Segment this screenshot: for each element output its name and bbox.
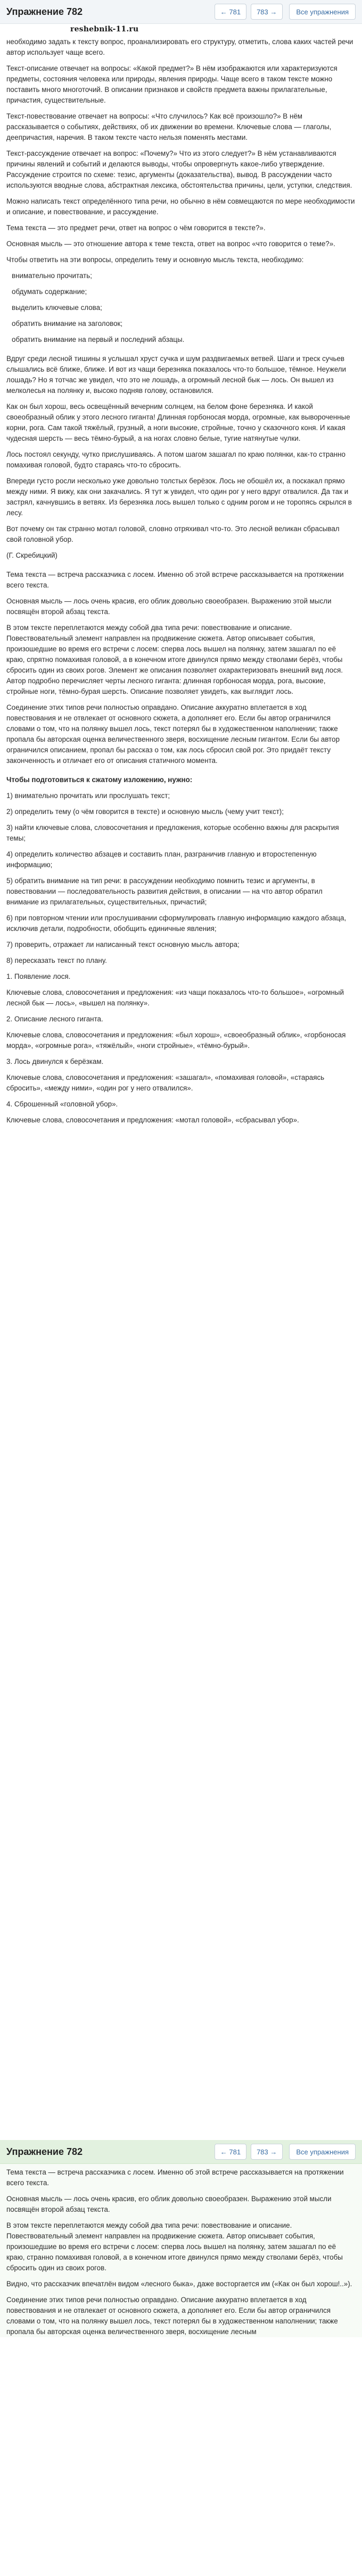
plan-item: 2. Описание лесного гиганта. [6,1015,103,1023]
prev-exercise-button[interactable]: ← 781 [215,4,246,20]
list-item: обратить внимание на первый и последний абзацы. [12,335,185,343]
theory-paragraph: необходимо задать к тексту вопрос, проанализировать его структуру, отметить, слова каких частей речи автор использует чаще всего. [6,38,353,56]
story-paragraph: Вот почему он так странно мотал головой, словно отряхивал что-то. Это лесной великан сбрасывал свой головной убор. [6,525,340,543]
theory-paragraph: Текст-описание отвечает на вопросы: «Какой предмет?» В нём изображаются или характеризуются предметы, состояния человека или природы, явления природы. Чаще всего в таком тексте можно поставить много многоточий. В описании признаков и свойств предмета важны прилагательные, причастия, существительные. [6,64,338,104]
plan-item: Ключевые слова, словосочетания и предложения: «из чащи показалось что-то большое», «огромный лесной бык — лось», «вышел на полянку». [6,988,344,1007]
plan-step: 1) внимательно прочитать или прослушать текст; [6,792,170,800]
bottom-navigation-bar [0,2140,362,2164]
plan-step: 2) определить тему (о чём говорится в тексте) и основную мысль (чему учит текст); [6,808,284,816]
theory-paragraph: Текст-повествование отвечает на вопросы: «Что случилось? Как всё произошло?» В нём рассказывается о событиях, действиях, об их движении во времени. Ключевые слова — глаголы, деепричастия, наречия. В таком тексте часто нельзя поменять местами. [6,112,332,141]
task-intro: Чтобы ответить на эти вопросы, определить тему и основную мысль текста, необходимо: [6,256,304,264]
theory-paragraph: Тема текста — это предмет речи, ответ на вопрос о чём говорится в тексте?». [6,224,266,232]
analysis-paragraph: В этом тексте переплетаются между собой два типа речи: повествование и описание. Повествовательный элемент направлен на продвижение сюжета. Автор описывает события, произошедшие во время его встречи с лосем: сперва лось вышел на полянку, затем зашагал по её краю, спрятно помахивая головой, а в конечном итоге двинулся прямо между стволами берёз, чтобы сбросить один из своих рогов. Элемент же описания позволяет охарактеризовать внешний вид лося. Автор подробно перечисляет черты лесного гиганта: длинная горбоносая морда, рога, высокие, стройные ноги, тёмно-бурая шерсть. Описание позволяет увидеть, как выглядит лось. [6,624,343,695]
plan-item: Ключевые слова, словосочетания и предложения: «был хорош», «своеобразный облик», «горбоносая морда», «огромные рога», «тяжёлый», «ноги стройные», «тёмно-бурый». [6,1031,346,1050]
bottom-prev-exercise-button[interactable]: ← 781 [215,2144,246,2160]
watermark: reshebnik-11.ru [70,25,139,33]
bottom-next-exercise-button[interactable]: 783 → [251,2144,283,2160]
analysis-section [0,566,362,766]
story-paragraph: Впереди густо росли несколько уже довольно толстых берёзок. Лось не обошёл их, а поскакал прямо между ними. Я вижу, как они закачались. Я тут ж увидел, что один рог у него вдруг отвалился. Да так и застрял, качнувшись в ветвях. Из березняка лось вышел только с одним рогом и не торопясь скрылся в лесу. [6,477,352,517]
plan-step: 7) проверить, отражает ли написанный текст основную мысль автора; [6,941,240,949]
bottom-page-title: Упражнение 782 [6,2146,83,2157]
all-exercises-button[interactable]: Все упражнения [289,4,356,20]
page-title: Упражнение 782 [6,6,83,17]
plan-header: Чтобы подготовиться к сжатому изложению, нужно: [6,776,193,784]
plan-item: Ключевые слова, словосочетания и предложения: «зашагал», «помахивая головой», «стараясь сбросить», «между ними», «один рог у него отвалился». [6,1073,325,1092]
bottom-analysis-section [0,2164,362,2337]
theory-paragraph: Текст-рассуждение отвечает на вопрос: «Почему?» Что из этого следует?» В нём устанавливаются причины явлений и событий и делаются выводы, чтобы опровергнуть какое-либо утверждение. Рассуждение строится по схеме: тезис, аргументы (доказательства), вывод. В рассуждении часто используются вводные слова, абстрактная лексика, обстоятельства причины, цели, уступки, следствия. [6,149,352,189]
list-item: внимательно прочитать; [12,272,92,280]
bottom-paragraph: Соединение этих типов речи полностью оправдано. Описание аккуратно вплетается в ход повествования и не отвлекает от основного сюжета, а дополняет его. Если бы автор ограничился словами о том, что на полянку вышел лось, текст потерял бы в художественном наполнении; также пропала бы авторская оценка величественного зверя, восхищение лесным [6,2295,356,2337]
theory-section [0,24,362,345]
plan-item: 4. Сброшенный «головной убор». [6,1100,118,1108]
plan-step: 3) найти ключевые слова, словосочетания и предложения, которые особенно важны для раскрытия темы; [6,824,339,842]
list-item: обратить внимание на заголовок; [12,320,123,328]
bottom-paragraph: Видно, что рассказчик впечатлён видом «лесного быка», даже восторгается им («Как он был хорош!..»). [6,2279,356,2289]
plan-step: 4) определить количество абзацев и составить план, разграничив главную и второстепенную информацию; [6,850,317,869]
plan-section [0,771,362,1126]
story-author: (Г. Скребицкий) [6,551,57,559]
plan-item: 1. Появление лося. [6,972,71,980]
plan-item: 3. Лось двинулся к берёзкам. [6,1058,104,1065]
story-paragraph: Как он был хорош, весь освещённый вечерним солнцем, на белом фоне березняка. И какой своеобразный облик у этого лесного гиганта! Длинная горбоносая морда, огромные, как вывороченные корни, рога. Сам такой тяжёлый, грузный, а ноги высокие, стройные, точно у сказочного коня. И какая чудесная шерсть — весь тёмно-бурый, а на ногах словно белые, тугие натянутые чулки. [6,402,350,442]
story-paragraph: Вдруг среди лесной тишины я услышал хруст сучка и шум раздвигаемых ветвей. Шаги и треск сучьев слышались всё ближе, ближе. И вот из чащи березняка показалось что-то большое, тёмное. Неужели лошадь? Но я тотчас же увидел, что это не лошадь, а огромный лесной бык — лось. Он вышел из мелколесья на полянку и, высоко подняв голову, остановился. [6,355,347,395]
bottom-paragraph: Основная мысль — лось очень красив, его облик довольно своеобразен. Выражению этой мысли посвящён второй абзац текста. [6,2194,356,2215]
bottom-copy [0,2140,362,2343]
list-item: выделить ключевые слова; [12,304,102,312]
plan-item: Ключевые слова, словосочетания и предложения: «мотал головой», «сбрасывал убор». [6,1116,299,1124]
plan-step: 5) обратить внимание на тип речи: в рассуждении необходимо помнить тезис и аргументы, в повествовании — последовательность развития действия, в описании — на что автор обратил внимание из прилагательных, существительных, причастий; [6,877,323,906]
list-item: обдумать содержание; [12,288,87,296]
theory-paragraph: Основная мысль — это отношение автора к теме текста, ответ на вопрос «что говорится о теме?». [6,240,335,248]
bottom-all-exercises-button[interactable]: Все упражнения [289,2144,356,2160]
bottom-paragraph: Тема текста — встреча рассказчика с лосем. Именно об этой встрече рассказывается на протяжении всего текста. [6,2167,356,2188]
analysis-paragraph: Соединение этих типов речи полностью оправдано. Описание аккуратно вплетается в ход повествования и не отвлекает от основного сюжета, а дополняет его. Если бы автор ограничился словами о том, что на полянку вышел лось, текст потерял бы в художественном наполнении; также пропала бы авторская оценка величественного зверя, восхищение лесным гигантом. Если бы автор ограничился описанием, пропал бы рассказ о том, как лось сбросил свой рог. Это придаёт тексту законченность и отличает его от описания статичного момента. [6,703,340,765]
story-section [0,350,362,561]
story-paragraph: Лось постоял секунду, чутко прислушиваясь. А потом шагом зашагал по краю полянки, как-то странно помахивая головой, будто стараясь что-то сбросить. [6,450,345,469]
bottom-paragraph: В этом тексте переплетаются между собой два типа речи: повествование и описание. Повествовательный элемент направлен на продвижение сюжета. Автор описывает события, произошедшие во время его встречи с лосем: сперва лось вышел на полянку, затем зашагал по её краю, странно помахивая головой, а в конечном итоге двинулся прямо между стволами берёз, чтобы сбросить один из своих рогов. [6,2220,356,2273]
top-navigation-bar [0,0,362,24]
plan-step: 8) пересказать текст по плану. [6,956,107,964]
next-exercise-button[interactable]: 783 → [251,4,283,20]
analysis-paragraph: Основная мысль — лось очень красив, его облик довольно своеобразен. Выражению этой мысли посвящён второй абзац текста. [6,597,332,616]
plan-step: 6) при повторном чтении или прослушивании сформулировать главную информацию каждого абзаца, исключив детали, подробности, обобщить единичные явления; [6,914,347,933]
theory-paragraph: Можно написать текст определённого типа речи, но обычно в нём совмещаются по мере необходимости и описание, и повествование, и рассуждение. [6,197,355,216]
analysis-paragraph: Тема текста — встреча рассказчика с лосем. Именно об этой встрече рассказывается на протяжении всего текста. [6,570,344,589]
